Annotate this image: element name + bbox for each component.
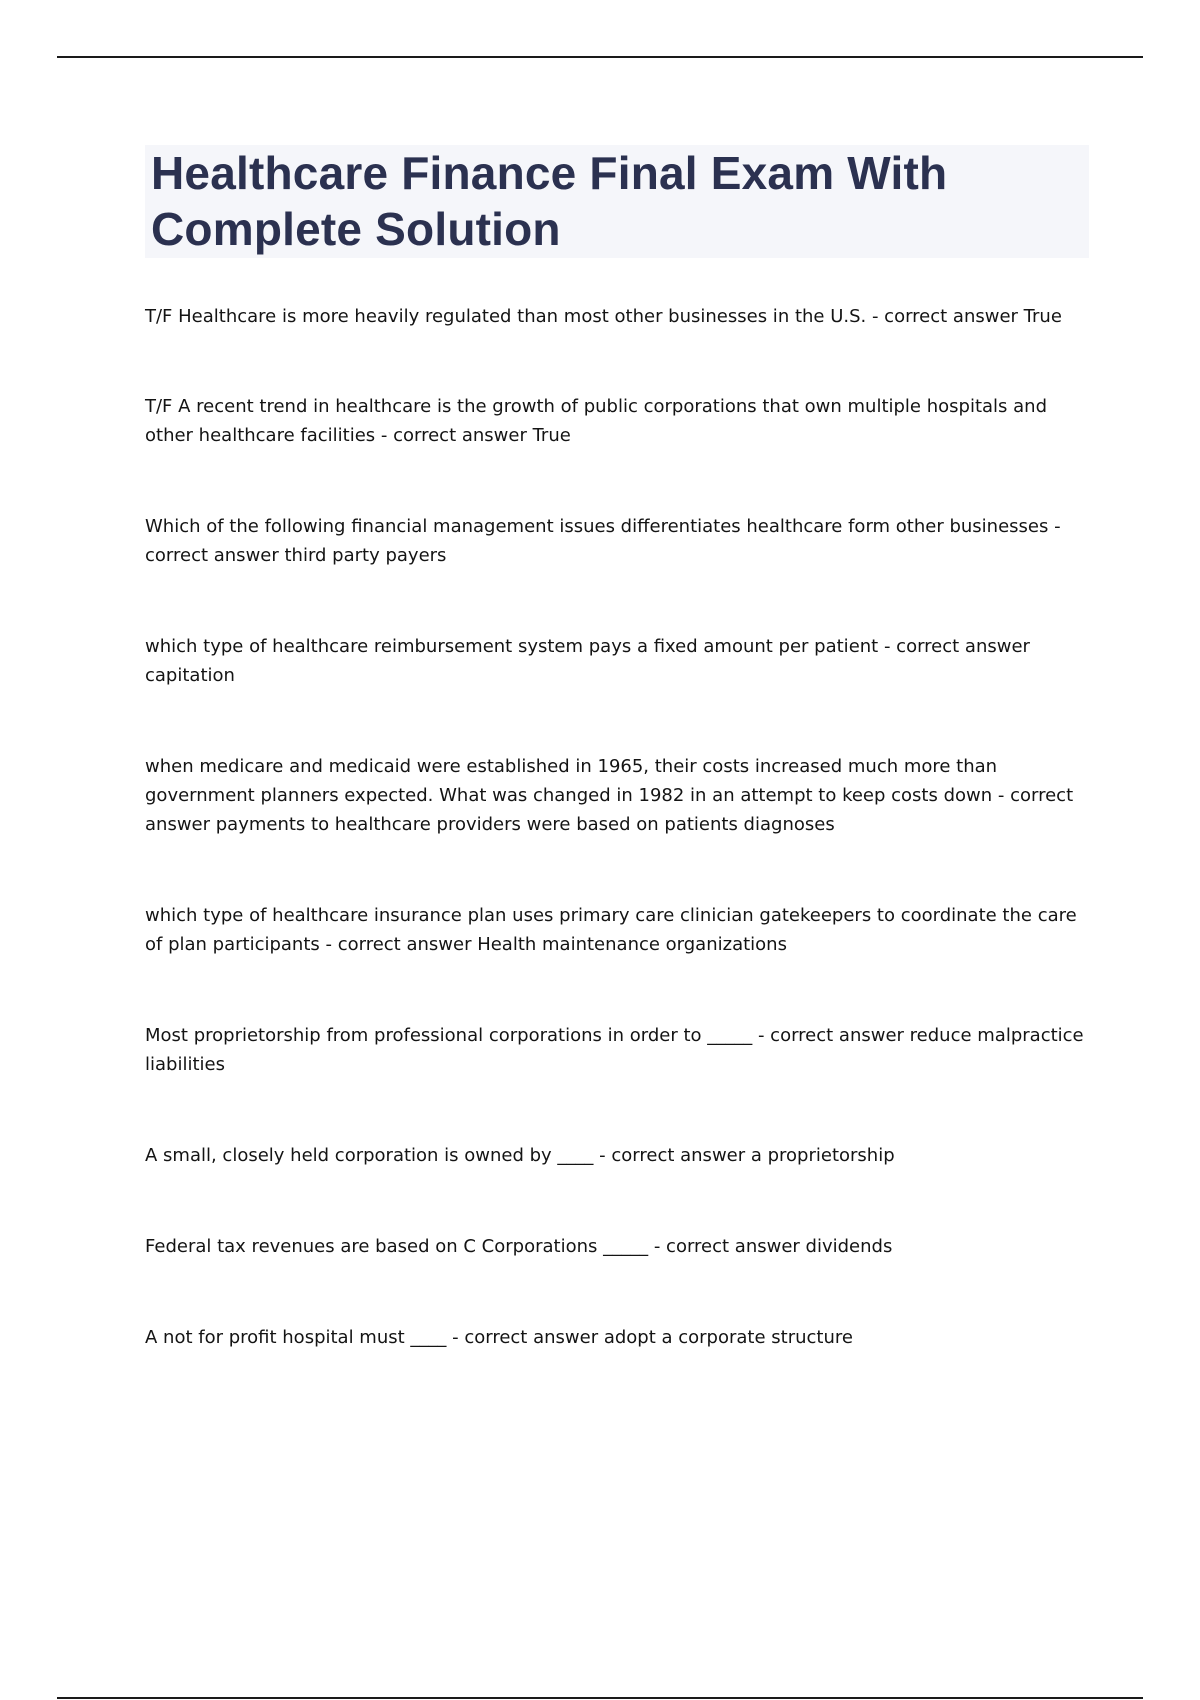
question-answer-item: which type of healthcare reimbursement system pays a fixed amount per patient - correct answer capitation: [145, 636, 1030, 686]
title-banner: [145, 145, 1089, 258]
question-answer-item: which type of healthcare insurance plan uses primary care clinician gatekeepers to coordinate the care of plan participants - correct answer Health maintenance organizations: [145, 905, 1077, 955]
question-answer-item: when medicare and medicaid were established in 1965, their costs increased much more than government planners expected. What was changed in 1982 in an attempt to keep costs down - correct answer payments to healthcare providers were based on patients diagnoses: [145, 756, 1074, 835]
top-divider: [57, 56, 1143, 58]
question-answer-item: A not for profit hospital must ____ - correct answer adopt a corporate structure: [145, 1327, 853, 1348]
bottom-divider: [57, 1697, 1143, 1699]
question-answer-item: Most proprietorship from professional corporations in order to _____ - correct answer reduce malpractice liabilities: [145, 1025, 1084, 1075]
question-answer-item: A small, closely held corporation is owned by ____ - correct answer a proprietorship: [145, 1145, 895, 1166]
question-answer-item: Which of the following financial management issues differentiates healthcare form other businesses - correct answer third party payers: [145, 516, 1061, 566]
document-title: Healthcare Finance Final Exam With Complete Solution: [151, 147, 948, 255]
question-answer-item: Federal tax revenues are based on C Corporations _____ - correct answer dividends: [145, 1236, 893, 1257]
question-answer-item: T/F Healthcare is more heavily regulated than most other businesses in the U.S. - correct answer True: [145, 306, 1062, 327]
question-answer-item: T/F A recent trend in healthcare is the growth of public corporations that own multiple hospitals and other healthcare facilities - correct answer True: [145, 396, 1048, 446]
